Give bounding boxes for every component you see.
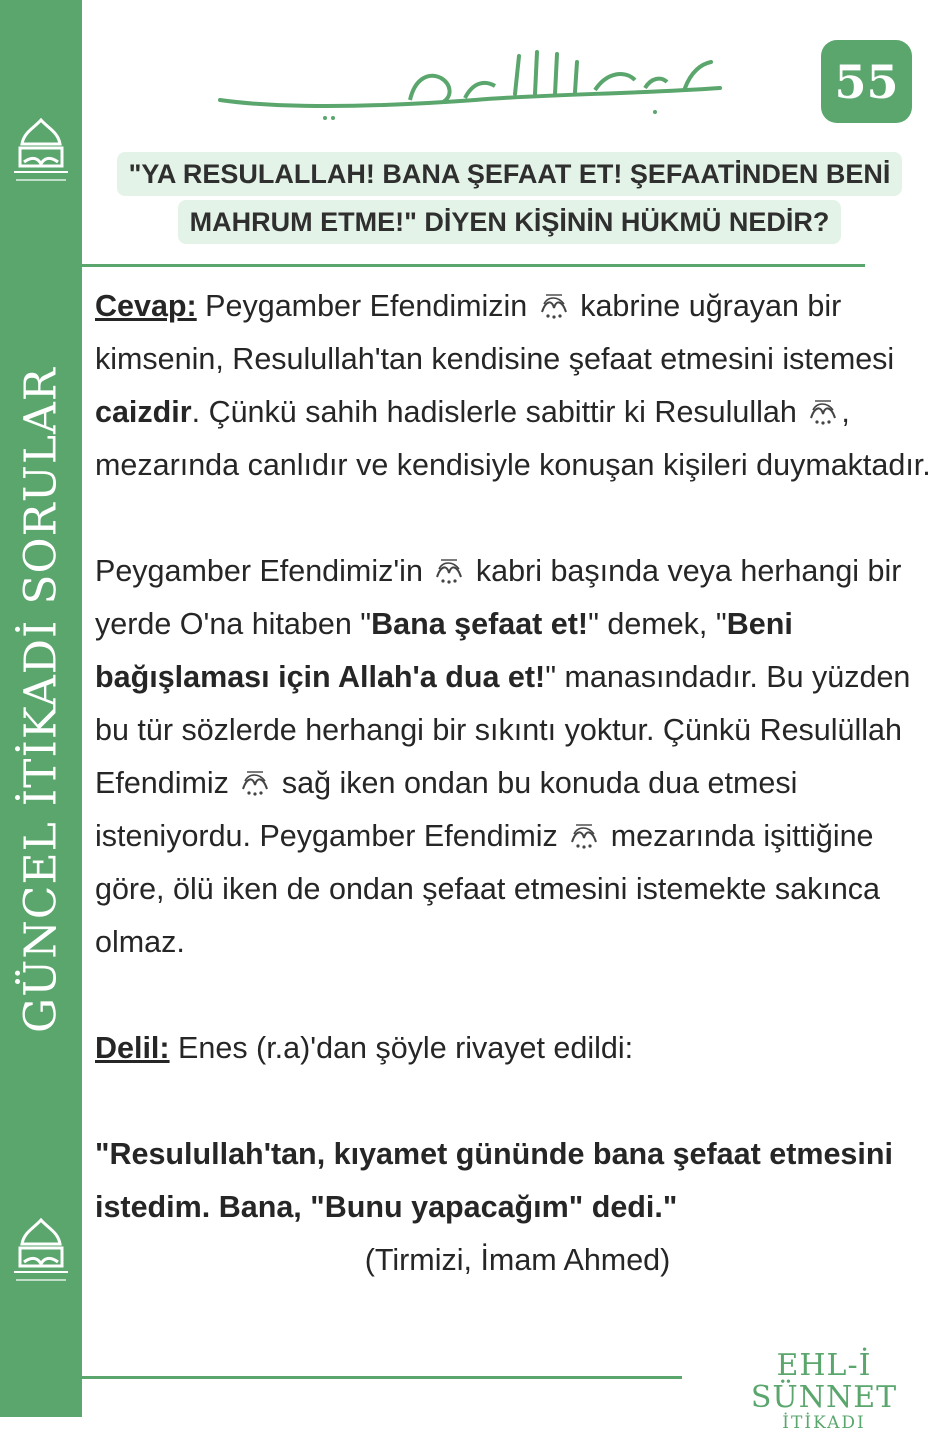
- explanation-text: Peygamber Efendimiz'in: [95, 554, 432, 588]
- article-body: [95, 280, 940, 1287]
- salawat-icon: [807, 396, 839, 426]
- bismillah-calligraphy: [215, 42, 730, 124]
- explanation-text: kabri başında veya herhangi bir yerde O'na hitaben ": [95, 554, 902, 641]
- explanation-bold-text: Beni bağışlaması için Allah'a dua et!: [95, 607, 793, 694]
- title-line-1: "YA RESULALLAH! BANA ŞEFAAT ET! ŞEFAATİNDEN BENİ: [117, 152, 903, 196]
- page-number-badge: 55: [821, 40, 912, 123]
- footer-divider: [82, 1376, 682, 1379]
- title-divider: [82, 264, 865, 267]
- mosque-book-logo-icon: [10, 1218, 72, 1288]
- answer-text: Peygamber Efendimizin: [196, 289, 536, 323]
- brand-subtitle: İTİKADI: [782, 1413, 866, 1433]
- hadith-source: (Tirmizi, İmam Ahmed): [364, 1243, 671, 1277]
- mosque-book-logo-icon: [10, 118, 72, 188]
- title-line-2: MAHRUM ETME!" DİYEN KİŞİNİN HÜKMÜ NEDİR?: [178, 200, 842, 244]
- evidence-intro: [95, 1022, 940, 1075]
- answer-bold-text: caizdir: [95, 395, 192, 429]
- answer-text: . Çünkü sahih hadislerle sabittir ki Resulullah: [191, 395, 806, 429]
- answer-label: Cevap:: [95, 289, 197, 323]
- hadith-quote: "Resulullah'tan, kıyamet gününde bana şefaat etmesini istedim. Bana, "Bunu yapacağım" dedi.": [95, 1137, 893, 1224]
- salawat-icon: [239, 767, 271, 797]
- salawat-icon: [568, 820, 600, 850]
- sidebar-vertical-title: GÜNCEL İTİKADİ SORULAR: [15, 367, 67, 1033]
- explanation-paragraph: [95, 545, 940, 969]
- evidence-text: Enes (r.a)'dan şöyle rivayet edildi:: [169, 1031, 634, 1065]
- explanation-text: mezarında işittiğine göre, ölü iken de ondan şefaat etmesini istemekte sakınca olmaz.: [95, 819, 880, 959]
- answer-text: , mezarında canlıdır ve kendisiyle konuşan kişileri duymaktadır.: [95, 395, 931, 482]
- answer-paragraph: [95, 280, 940, 492]
- evidence-label: Delil:: [95, 1031, 170, 1065]
- sidebar: [0, 0, 82, 1417]
- answer-text: kabrine uğrayan bir kimsenin, Resulullah'tan kendisine şefaat etmesini istemesi: [95, 289, 895, 376]
- salawat-icon: [433, 555, 465, 585]
- brand-logo: [708, 1350, 940, 1432]
- salawat-icon: [538, 290, 570, 320]
- question-title: [88, 150, 931, 246]
- explanation-text: sağ iken ondan bu konuda dua etmesi isteniyordu. Peygamber Efendimiz: [95, 766, 798, 853]
- brand-name: EHL-İ SÜNNET: [750, 1348, 898, 1415]
- explanation-text: " manasındadır. Bu yüzden bu tür sözlerde herhangi bir sıkıntı yoktur. Çünkü Resulüllah Efendimiz: [95, 660, 911, 800]
- explanation-bold-text: Bana şefaat et!: [371, 607, 589, 641]
- explanation-text: " demek, ": [588, 607, 727, 641]
